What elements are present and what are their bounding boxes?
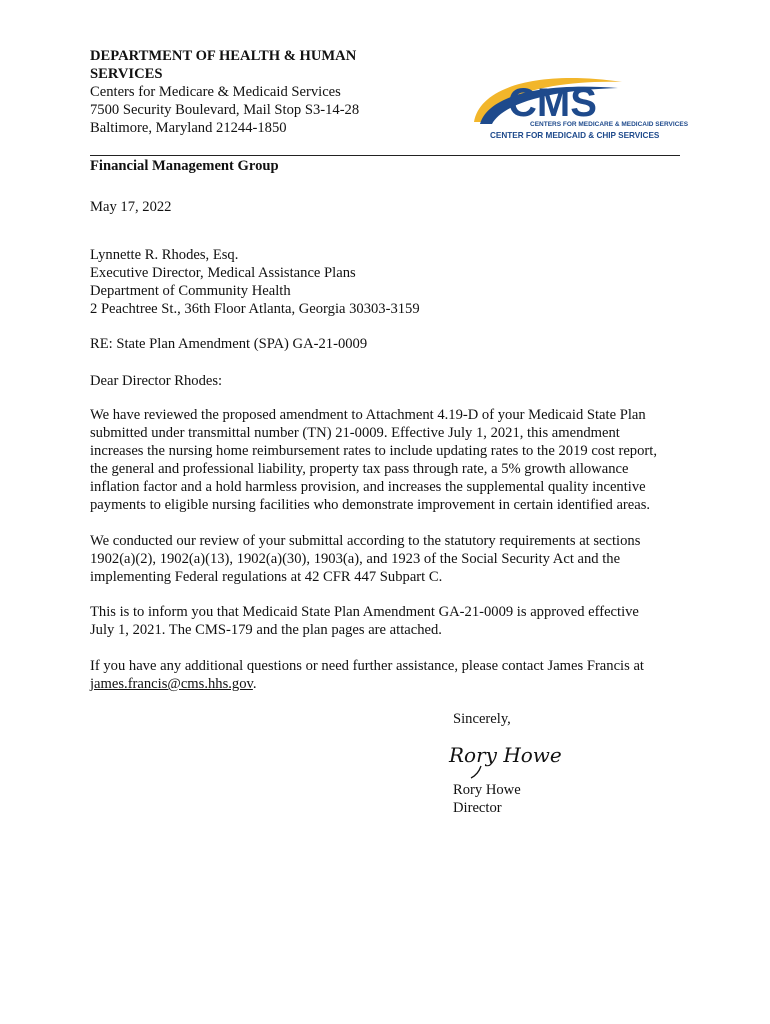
agency-street: 7500 Security Boulevard, Mail Stop S3-14-28 bbox=[90, 102, 360, 118]
paragraph-approval bbox=[90, 603, 690, 639]
contact-email-link[interactable]: james.francis@cms.hhs.gov bbox=[90, 676, 253, 692]
subject-line: RE: State Plan Amendment (SPA) GA-21-0009 bbox=[90, 336, 368, 352]
header-divider bbox=[90, 155, 680, 156]
signer-title: Director bbox=[453, 800, 502, 816]
cms-logo-name: CMS bbox=[508, 81, 597, 125]
paragraph-line: implementing Federal regulations at 42 CFR 447 Subpart C. bbox=[90, 569, 443, 585]
group-name: Financial Management Group bbox=[90, 158, 279, 174]
agency-name: Centers for Medicare & Medicaid Services bbox=[90, 84, 341, 100]
salutation: Dear Director Rhodes: bbox=[90, 373, 223, 389]
recipient-street: 2 Peachtree St., 36th Floor Atlanta, Georgia 30303-3159 bbox=[90, 301, 420, 317]
cms-logo bbox=[470, 72, 689, 144]
paragraph-line: increases the nursing home reimbursement rates to include updating rates to the 2019 cost report, bbox=[90, 443, 657, 459]
paragraph-line: This is to inform you that Medicaid State Plan Amendment GA-21-0009 is approved effective bbox=[90, 604, 639, 620]
signature-text: Rory Howe bbox=[449, 743, 562, 767]
letter-date: May 17, 2022 bbox=[90, 199, 172, 215]
paragraph-contact bbox=[90, 657, 690, 693]
paragraph-line: payments to eligible nursing facilities who demonstrate improvement in certain identified areas. bbox=[90, 497, 651, 513]
paragraph-line: submitted under transmittal number (TN) 21-0009. Effective July 1, 2021, this amendment bbox=[90, 425, 620, 441]
signer-block bbox=[453, 781, 521, 817]
paragraph-line: July 1, 2021. The CMS-179 and the plan pages are attached. bbox=[90, 622, 442, 638]
department-name: DEPARTMENT OF HEALTH & HUMAN SERVICES bbox=[90, 48, 357, 82]
paragraph-review bbox=[90, 406, 690, 514]
signer-name: Rory Howe bbox=[453, 782, 521, 798]
paragraph-line: 1902(a)(2), 1902(a)(13), 1902(a)(30), 1903(a), and 1923 of the Social Security Act and the bbox=[90, 551, 621, 567]
cms-logo-tagline: CENTERS FOR MEDICARE & MEDICAID SERVICES bbox=[530, 121, 689, 128]
agency-city: Baltimore, Maryland 21244-1850 bbox=[90, 120, 287, 136]
paragraph-line: If you have any additional questions or need further assistance, please contact James Francis at bbox=[90, 658, 644, 674]
closing: Sincerely, bbox=[453, 711, 511, 727]
paragraph-statutory bbox=[90, 532, 690, 586]
paragraph-line: We conducted our review of your submittal according to the statutory requirements at sections bbox=[90, 533, 641, 549]
recipient-address bbox=[90, 246, 690, 318]
paragraph-line: inflation factor and a hold harmless provision, and increases the supplemental quality incentive bbox=[90, 479, 646, 495]
contact-line bbox=[90, 675, 690, 693]
cms-logo-subtitle: CENTER FOR MEDICAID & CHIP SERVICES bbox=[490, 131, 660, 140]
letterhead bbox=[90, 47, 430, 137]
paragraph-line: the general and professional liability, property tax pass through rate, a 5% growth allowance bbox=[90, 461, 629, 477]
paragraph-line: We have reviewed the proposed amendment to Attachment 4.19-D of your Medicaid State Plan bbox=[90, 407, 646, 423]
recipient-title: Executive Director, Medical Assistance Plans bbox=[90, 265, 356, 281]
recipient-name: Lynnette R. Rhodes, Esq. bbox=[90, 247, 239, 263]
handwritten-signature bbox=[445, 736, 565, 780]
recipient-org: Department of Community Health bbox=[90, 283, 291, 299]
contact-period: . bbox=[252, 676, 257, 692]
